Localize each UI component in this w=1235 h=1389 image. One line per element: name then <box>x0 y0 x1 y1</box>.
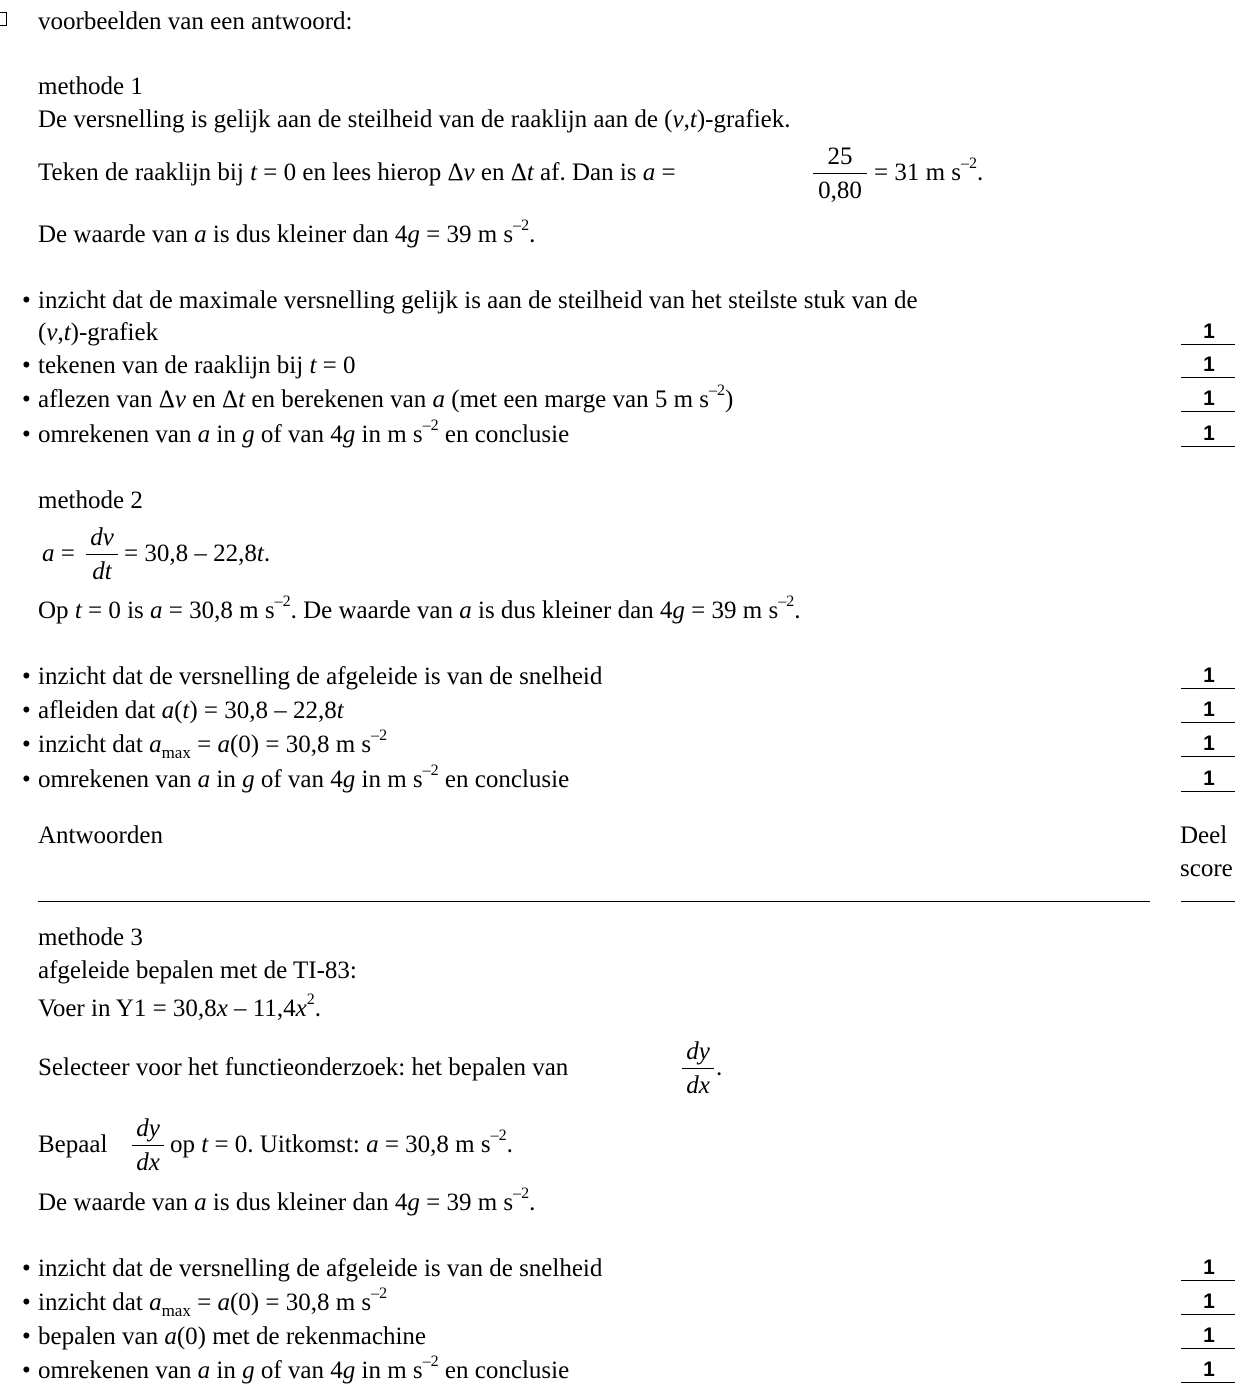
answers-column-header: Antwoorden <box>38 822 163 849</box>
m2-criterion-2: afleiden dat a(t) = 30,8 – 22,8t <box>38 697 344 724</box>
m1-score-2: 1 <box>1181 353 1235 378</box>
m3-criterion-3: bepalen van a(0) met de rekenmachine <box>38 1323 427 1350</box>
intro-text: voorbeelden van een antwoord: <box>38 8 353 35</box>
m1-criterion-4: omrekenen van a in g of van 4g in m $s^{-2}$ en conclusie <box>38 417 570 448</box>
m3-line5: De waarde van a is dus kleiner dan 4g = 39 m $s^{-2}$. <box>38 1185 536 1216</box>
m1-fraction: 25 0,80 <box>813 144 867 203</box>
m3-criterion-1: inzicht dat de versnelling de afgeleide is van de snelheid <box>38 1255 603 1282</box>
bullet: • <box>22 697 31 724</box>
m2-fraction: dv dt <box>86 525 118 584</box>
m2-criterion-1: inzicht dat de versnelling de afgeleide is van de snelheid <box>38 663 603 690</box>
m3-criterion-4: omrekenen van a in g of van 4g in m $s^{-2}$ en conclusie <box>38 1353 570 1384</box>
m1-criterion-1b: (v,t)-grafiek <box>38 319 159 346</box>
checkbox-marker <box>0 12 7 26</box>
m3-fraction-2: dy dx <box>132 1116 164 1175</box>
m2-score-2: 1 <box>1181 698 1235 723</box>
bullet: • <box>22 1323 31 1350</box>
score-divider <box>1181 901 1235 902</box>
m1-criterion-3: aflezen van Δv en Δt en berekenen van a (met een marge van 5 m $s^{-2}$) <box>38 382 734 413</box>
m3-criterion-2: inzicht dat $a_{max} = a(0) = 30,8$ m $s^{-2}$ <box>38 1285 388 1320</box>
bullet: • <box>22 386 31 413</box>
m3-heading: methode 3 <box>38 924 143 951</box>
m1-line3: De waarde van a is dus kleiner dan 4g = 39 m $s^{-2}$. <box>38 217 536 248</box>
m2-criterion-3: inzicht dat $a_{max} = a(0) = 30,8$ m $s^{-2}$ <box>38 727 388 762</box>
bullet: • <box>22 1357 31 1384</box>
m2-eq-rhs: = 30,8 – 22,8t. <box>124 540 271 567</box>
m2-score-4: 1 <box>1181 767 1235 792</box>
bullet: • <box>22 663 31 690</box>
m2-line2: Op t = 0 is a = 30,8 m $s^{-2}$. De waarde van a is dus kleiner dan 4g = 39 m $s^{-2}$. <box>38 593 801 624</box>
m1-line2-result: = 31 m $s^{-2}$. <box>874 155 984 186</box>
bullet: • <box>22 352 31 379</box>
bullet: • <box>22 421 31 448</box>
m2-eq-lhs: a = <box>42 540 75 567</box>
m3-line4-label: Bepaal <box>38 1131 108 1158</box>
m3-line1: afgeleide bepalen met de TI-83: <box>38 957 357 984</box>
m3-line3: Selecteer voor het functieonderzoek: het bepalen van <box>38 1054 569 1081</box>
m1-criterion-2: tekenen van de raaklijn bij t = 0 <box>38 352 356 379</box>
deel-column-header: Deel <box>1180 822 1228 849</box>
answers-divider <box>38 901 1150 902</box>
m2-criterion-4: omrekenen van a in g of van 4g in m $s^{-2}$ en conclusie <box>38 762 570 793</box>
m1-line2: Teken de raaklijn bij t = 0 en lees hierop Δv en Δt af. Dan is a = <box>38 159 676 186</box>
score-column-header: score <box>1180 855 1233 882</box>
m1-score-4: 1 <box>1181 422 1235 447</box>
m2-heading: methode 2 <box>38 487 143 514</box>
m1-heading: methode 1 <box>38 73 143 100</box>
bullet: • <box>22 731 31 758</box>
m1-line1: De versnelling is gelijk aan de steilheid van de raaklijn aan de (v,t)-grafiek. <box>38 106 791 133</box>
m3-fraction-1: dy dx <box>682 1039 714 1098</box>
m3-score-2: 1 <box>1181 1290 1235 1315</box>
m3-line4: op t = 0. Uitkomst: a = 30,8 m $s^{-2}$. <box>170 1127 513 1158</box>
bullet: • <box>22 1255 31 1282</box>
m3-score-1: 1 <box>1181 1256 1235 1281</box>
m3-score-3: 1 <box>1181 1324 1235 1349</box>
m1-score-3: 1 <box>1181 387 1235 412</box>
m3-line2: Voer in $Y1 = 30,8x - 11,4x^2$. <box>38 991 321 1022</box>
m1-criterion-1a: inzicht dat de maximale versnelling gelijk is aan de steilheid van het steilste stuk van de <box>38 287 918 314</box>
m1-score-1: 1 <box>1181 320 1235 345</box>
bullet: • <box>22 287 31 314</box>
m3-score-4: 1 <box>1181 1358 1235 1383</box>
bullet: • <box>22 1289 31 1316</box>
m3-line3-end: . <box>716 1054 723 1081</box>
bullet: • <box>22 766 31 793</box>
m2-score-3: 1 <box>1181 732 1235 757</box>
m2-score-1: 1 <box>1181 664 1235 689</box>
